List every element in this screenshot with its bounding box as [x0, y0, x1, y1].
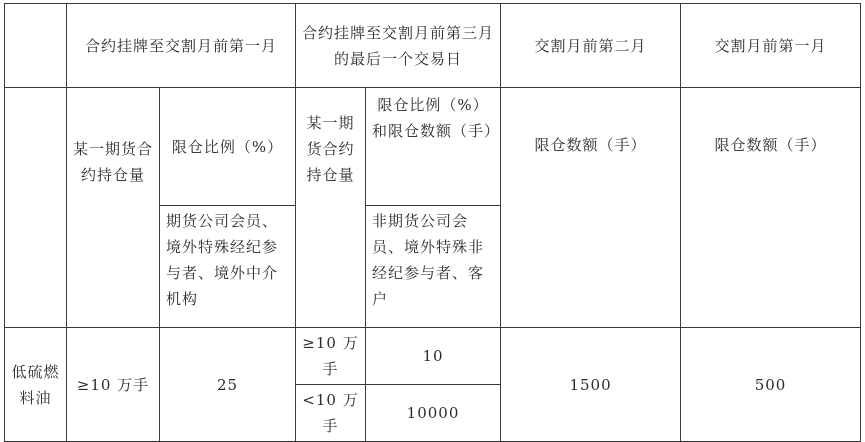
position-label-1: 某一期货合约持仓量	[67, 88, 160, 328]
product-name: 低硫燃料油	[5, 328, 67, 442]
participants-1: 期货公司会员、境外特殊经纪参与者、境外中介机构	[160, 206, 296, 328]
value-2b: 10000	[366, 385, 501, 442]
value-4: 500	[681, 328, 861, 442]
ratio-value-1: 25	[160, 328, 296, 442]
header-col2: 合约挂牌至交割月前第三月的最后一个交易日	[296, 4, 501, 88]
empty-product-header	[5, 88, 67, 328]
threshold-2a: ≥10 万手	[296, 328, 366, 385]
header-col4: 交割月前第一月	[681, 4, 861, 88]
participants-2: 非期货公司会员、境外特殊非经纪参与者、客户	[366, 206, 501, 328]
corner-cell	[5, 4, 67, 88]
value-3: 1500	[501, 328, 681, 442]
threshold-1: ≥10 万手	[67, 328, 160, 442]
threshold-2b: <10 万手	[296, 385, 366, 442]
header-col1: 合约挂牌至交割月前第一月	[67, 4, 296, 88]
header-col3: 交割月前第二月	[501, 4, 681, 88]
amount-label-4: 限仓数额（手）	[681, 88, 861, 328]
value-2a: 10	[366, 328, 501, 385]
position-label-2: 某一期货合约持仓量	[296, 88, 366, 328]
ratio-amount-label: 限仓比例（%）和限仓数额（手）	[366, 88, 501, 206]
amount-label-3: 限仓数额（手）	[501, 88, 681, 328]
position-limit-table	[4, 3, 861, 442]
ratio-label: 限仓比例（%）	[160, 88, 296, 206]
